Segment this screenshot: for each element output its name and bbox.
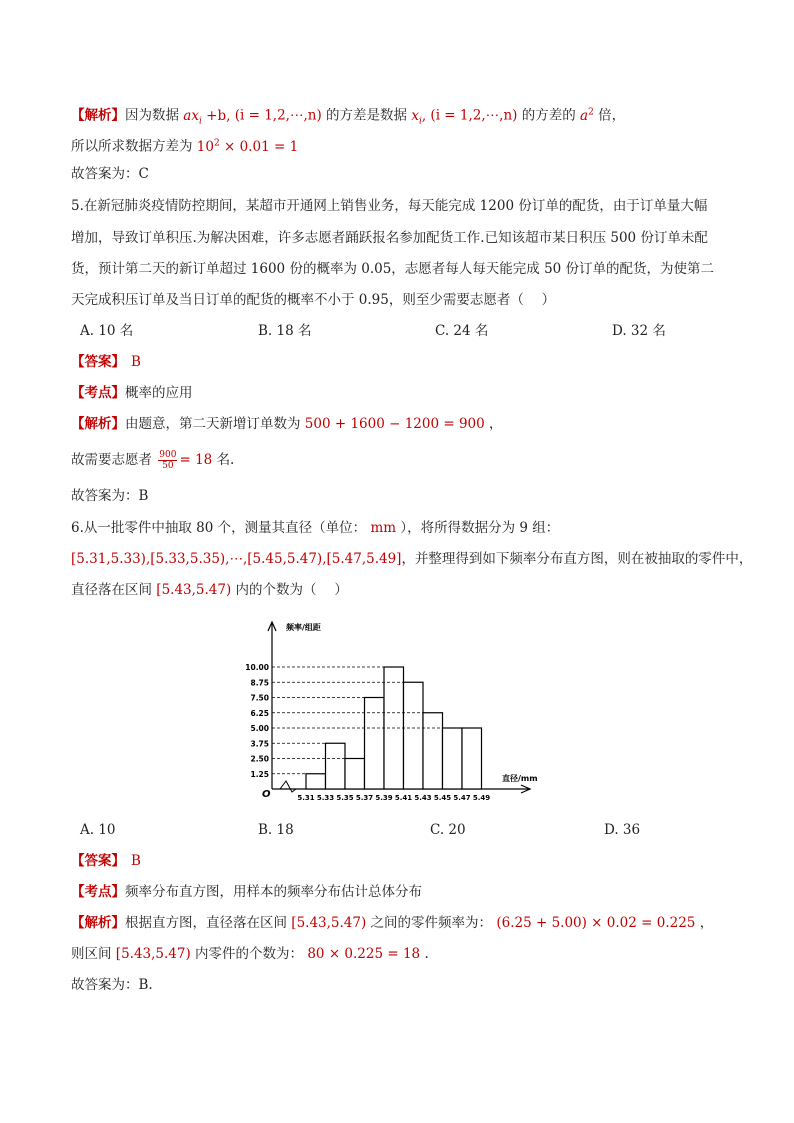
histogram-bar [326,743,346,789]
text: ），将所得数据分为 9 组： [400,520,560,536]
analysis-tag: 【解析】 [71,107,125,124]
histogram-bar [443,728,463,789]
math-expr: [5.31,5.33),[5.33,5.35),⋯,[5.45,5.47),[5.47,5.49] [71,551,402,567]
histogram-bar [462,728,482,789]
text: 6.从一批零件中抽取 80 个，测量其直径（单位： [71,520,367,536]
q5-stem-line-3: 货，预计第二天的新订单超过 1600 份的概率为 0.05，志愿者每人每天能完成 50 份订单的配货，为使第二 [71,261,715,277]
histogram-bar [404,682,424,789]
math-sub: i [198,116,202,127]
text: 因为数据 [125,107,179,124]
analysis-tag: 【解析】 [71,915,125,931]
math-expr: $x_i$, [411,107,427,127]
math-expr: (6.25 + 5.00) × 0.02 = 0.225 [496,915,696,931]
math-expr: = 18 [179,452,213,468]
q5-option-b: B. 18 名 [258,323,312,339]
text: 的方差的 [521,107,576,124]
q6-topic-row [71,882,422,902]
x-tick-label: 5.37 [355,794,374,802]
math-expr [580,108,594,124]
histogram-bar [365,698,385,790]
text: ， [489,416,503,432]
q5-topic-row [71,383,193,403]
q5-stem-line-4: 天完成积压订单及当日订单的配货的概率不小于 0.95，则至少需要志愿者（ ） [71,292,556,308]
text: 内的个数为（ ） [235,582,348,598]
text: 则区间 [71,946,112,962]
text: 之间的零件频率为： [370,915,493,931]
y-tick-label: 6.25 [250,708,269,718]
fraction-denominator: 50 [162,461,174,471]
fraction-numerator: 900 [159,450,177,460]
histogram-bar [423,713,443,789]
topic-text: 概率的应用 [125,385,193,401]
analysis-tag: 【解析】 [71,416,125,432]
math-sup: 2 [588,107,594,117]
q5-option-d: D. 32 名 [612,323,666,339]
axis-break [280,781,296,792]
q6-stem-line-3 [71,580,348,600]
math-var: x [411,107,419,124]
x-tick-label: 5.49 [472,794,491,802]
y-tick-label: 8.75 [250,678,269,688]
text: 名. [216,452,235,468]
q6-analysis-line-1 [71,913,713,933]
fraction [158,450,177,471]
x-tick-label: 5.45 [433,794,452,802]
math-var: 10 [196,138,214,155]
q5-answer-row [71,352,141,372]
math-expr: mm [370,520,397,536]
q5-analysis-line-2 [71,450,234,471]
topic-tag: 【考点】 [71,884,125,900]
math-var: +b [201,107,227,124]
origin-label: O [262,789,271,800]
q5-option-a: A. 10 名 [80,323,134,339]
frequency-histogram [245,612,542,807]
y-tick-label: 10.00 [245,663,269,672]
q6-option-b: B. 18 [258,822,294,838]
x-tick-label: 5.31 [297,794,315,802]
text: ， [699,915,714,931]
answer-value: B [131,354,141,370]
answer-tag: 【答案】 [71,853,125,869]
q6-answer-row [71,851,141,871]
x-tick-label: 5.35 [336,794,354,802]
math-var: x [191,107,199,124]
math-var: × 0.01 = 1 [219,138,299,155]
text: 内零件的个数为： [195,946,304,962]
y-tick-label: 2.50 [250,754,269,764]
math-expr: (i = 1,2,⋯,n) [234,107,322,124]
answer-value: B [131,853,141,869]
x-tick-label: 5.47 [453,794,471,802]
text: 根据直方图，直径落在区间 [125,915,287,931]
q6-option-c: C. 20 [430,822,466,838]
math-expr: [5.43,5.47) [115,946,191,962]
q6-option-a: A. 10 [80,822,116,838]
y-tick-label: 7.50 [250,693,269,703]
q6-option-d: D. 36 [604,822,641,838]
math-var: a [183,107,192,124]
q6-stem-line-2 [71,549,752,569]
text: 的方差是数据 [326,107,408,124]
q6-answer-line: 故答案为：B. [71,977,153,993]
text: 直径落在区间 [71,582,152,598]
math-expr: 80 × 0.225 = 18 [307,946,421,962]
text: 倍， [598,107,626,124]
x-tick-label: 5.41 [394,794,413,802]
q5-option-c: C. 24 名 [435,323,489,339]
answer-tag: 【答案】 [71,354,125,370]
math-var: a [580,107,589,124]
math-expr: (i = 1,2,⋯,n) [430,107,518,124]
math-sup: 2 [213,138,220,148]
q6-analysis-line-2 [71,944,429,964]
math-expr: [5.43,5.47) [291,915,367,931]
x-tick-label: 5.43 [414,794,432,802]
q5-stem-line-1: 5.在新冠肺炎疫情防控期间，某超市开通网上销售业务，每天能完成 1200 份订单的配货，由于订单量大幅 [71,198,708,214]
topic-text: 频率分布直方图，用样本的频率分布估计总体分布 [125,884,422,900]
topic-tag: 【考点】 [71,385,125,401]
y-tick-label: 5.00 [250,724,269,733]
text: ，并整理得到如下频率分布直方图，则在被抽取的零件中， [401,551,753,567]
text: . [424,946,429,962]
q4-answer-line: 故答案为：C [71,166,149,182]
histogram-bar [306,774,326,789]
math-expr: $ax_i +b$, [183,107,231,127]
y-tick-label: 3.75 [250,739,269,749]
text: 所以所求数据方差为 [71,138,193,155]
q5-analysis-line-1 [71,414,503,434]
math-expr [197,139,298,155]
histogram-bar [345,759,365,790]
q6-stem-line-1 [71,518,559,538]
x-tick-label: 5.33 [316,794,335,802]
x-tick-label: 5.39 [375,794,393,802]
q4-analysis-line-1 [71,102,625,131]
x-axis-label: 直径/mm [502,774,538,783]
math-expr: 500 + 1600 − 1200 = 900 [304,416,485,432]
y-axis-label: 频率/组距 [286,623,321,632]
text: 由题意，第二天新增订单数为 [125,416,301,432]
q4-analysis-line-2 [71,133,298,157]
y-tick-label: 1.25 [250,769,269,779]
math-expr: [5.43,5.47) [156,582,232,598]
math-sub: i [418,116,422,127]
q5-stem-line-2: 增加，导致订单积压.为解决困难，许多志愿者踊跃报名参加配货工作.已知该超市某日积压 500 份订单未配 [71,230,708,246]
q5-answer-line: 故答案为：B [71,488,149,504]
text: 故需要志愿者 [71,452,152,468]
